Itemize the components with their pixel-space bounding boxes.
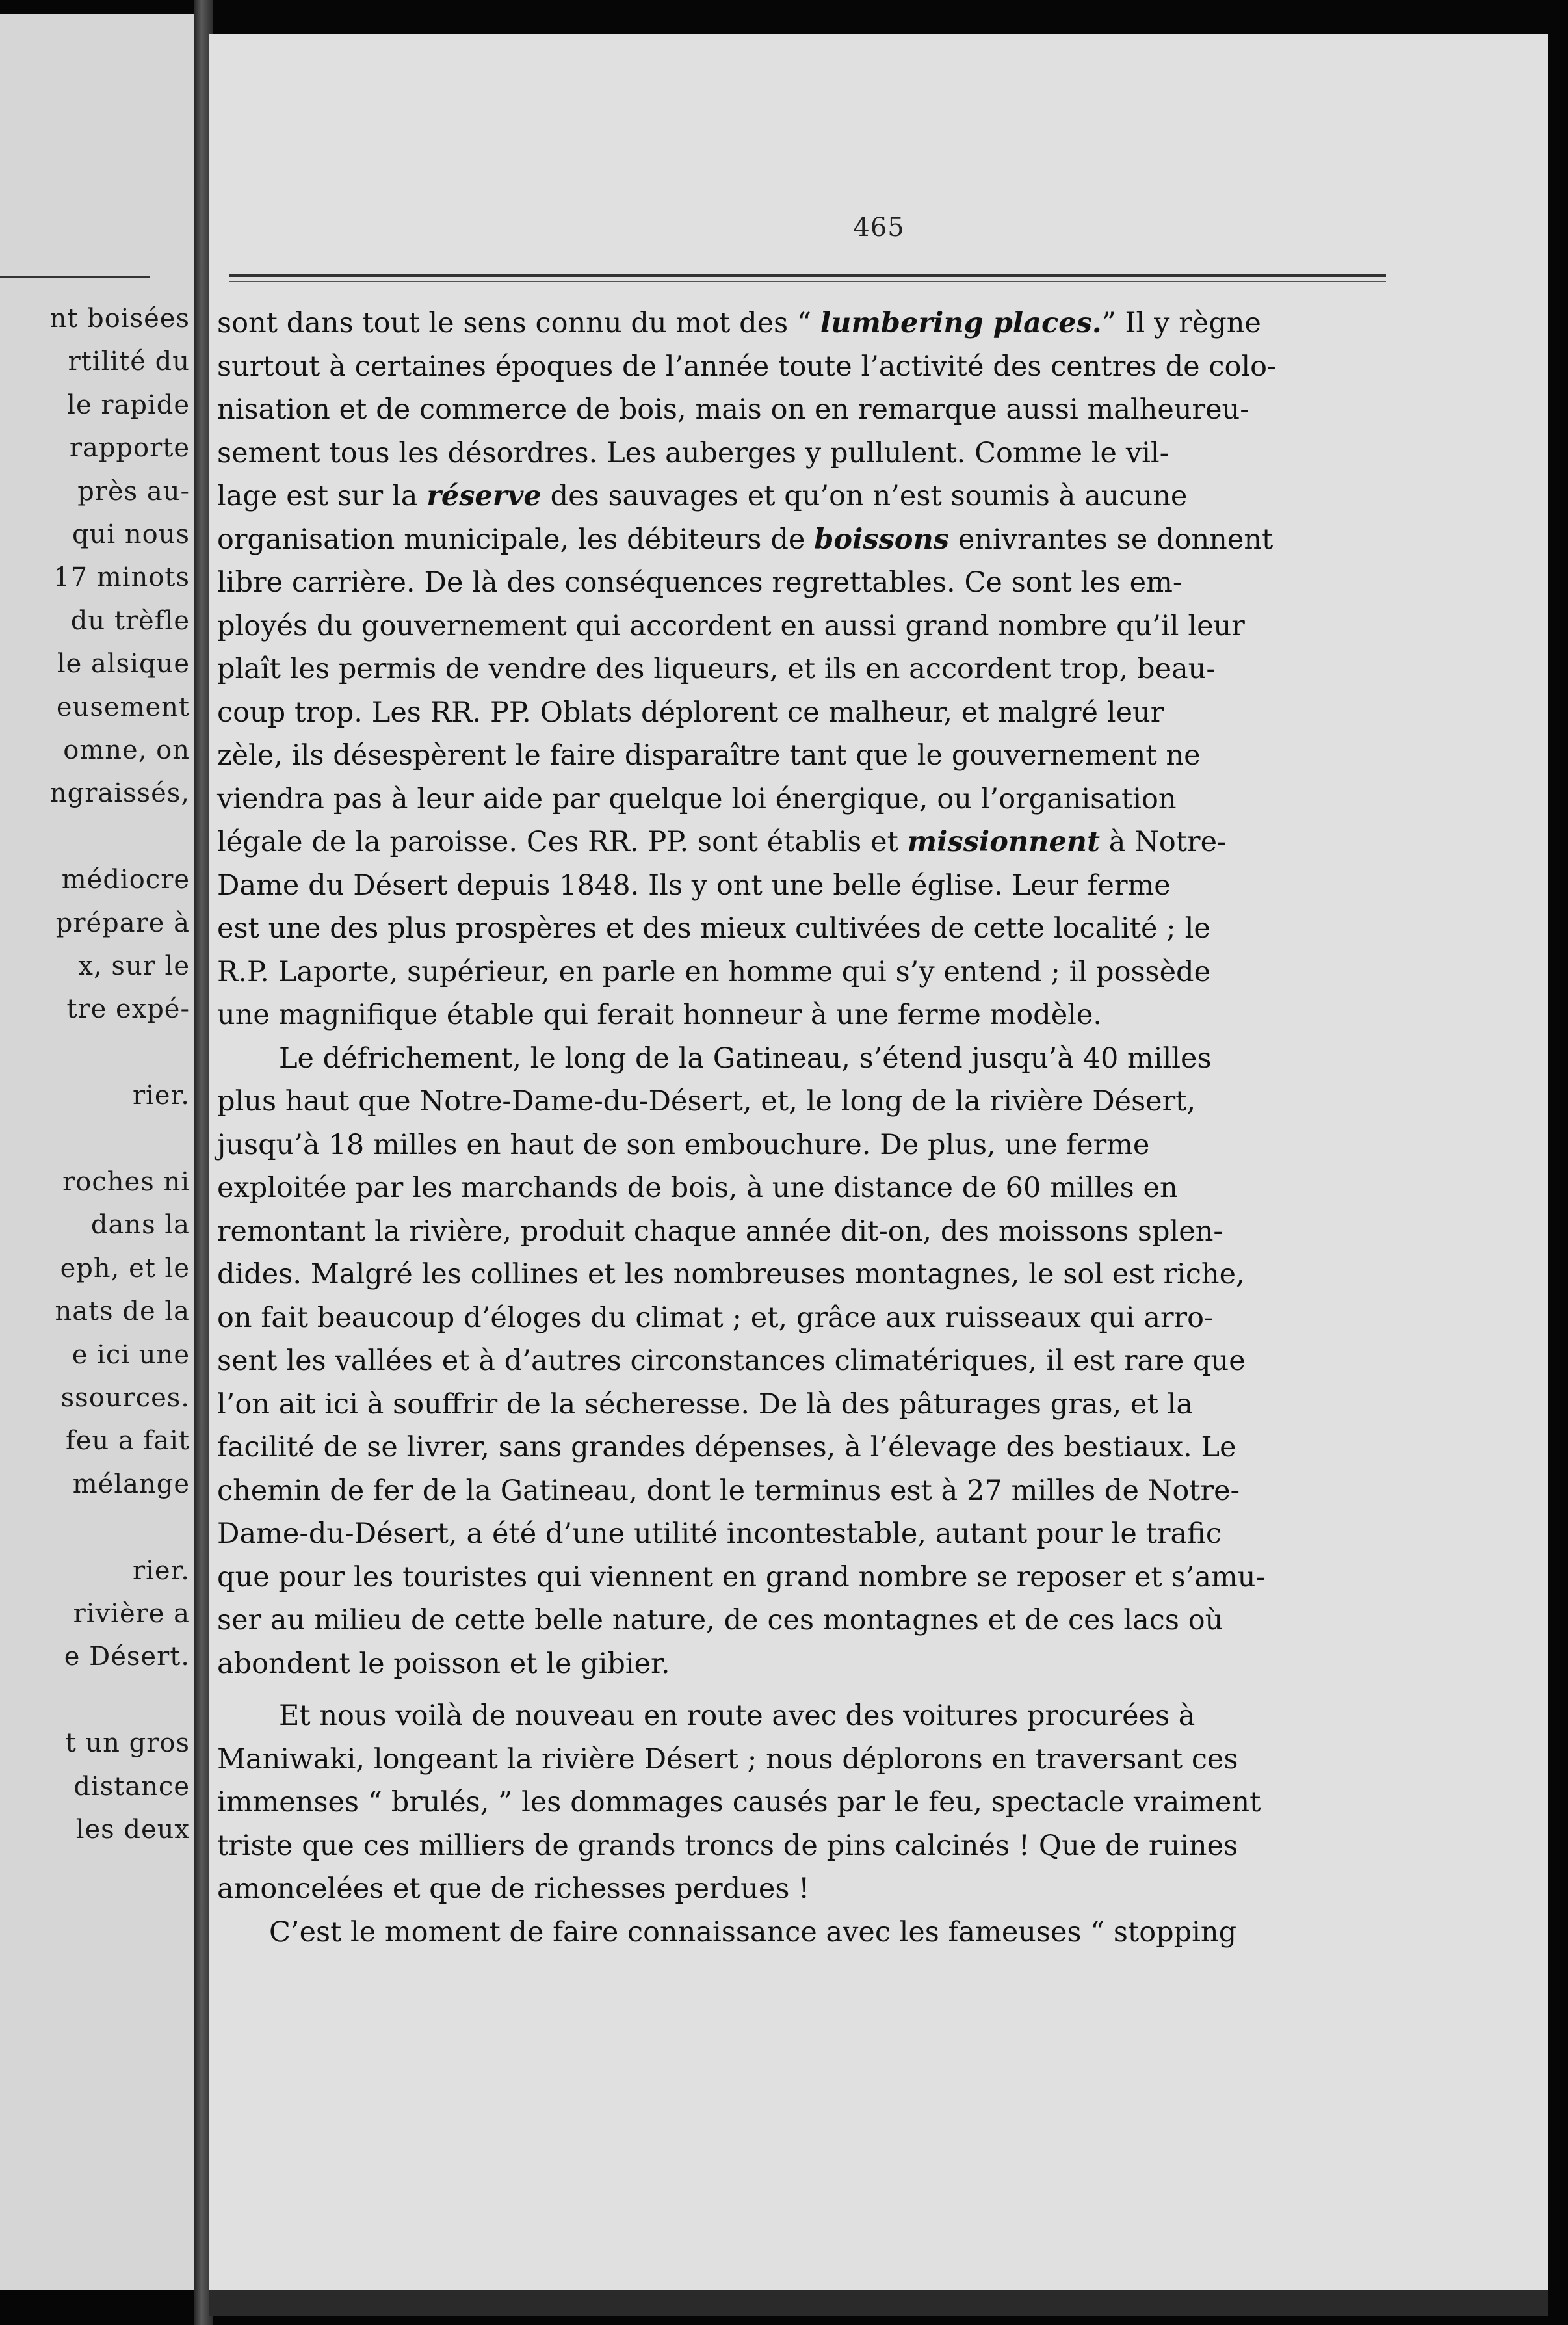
previous-page-line: 17 minots — [53, 562, 190, 593]
text-line — [217, 520, 1386, 559]
text-line: Le défrichement, le long de la Gatineau, s’étend jusqu’à 40 milles — [279, 1042, 1212, 1075]
text-span: viendra pas à leur aide par quelque loi énergique, ou l’organisation — [217, 782, 1177, 815]
previous-page-line: mélange — [72, 1469, 190, 1499]
text-line: amoncelées et que de richesses perdues ! — [217, 1872, 810, 1905]
previous-page-line: x, sur le — [78, 951, 190, 981]
text-line: Et nous voilà de nouveau en route avec des voitures procurées à — [279, 1700, 1196, 1732]
text-span: organisation municipale, les débiteurs de — [217, 523, 815, 556]
text-line: triste que ces milliers de grands troncs de pins calcinés ! Que de ruines — [217, 1829, 1238, 1862]
previous-page-line: rapporte — [69, 433, 190, 464]
text-line — [217, 563, 1386, 602]
text-span: à Notre- — [1099, 826, 1227, 858]
text-span: zèle, ils désespèrent le faire disparaître tant que le gouvernement ne — [217, 739, 1201, 772]
previous-page — [0, 14, 194, 2290]
text-line: ser au milieu de cette belle nature, de ces montagnes et de ces lacs où — [217, 1604, 1223, 1636]
text-span: nisation et de commerce de bois, mais on en remarque aussi malheureu- — [217, 393, 1249, 426]
text-line: jusqu’à 18 milles en haut de son embouchure. De plus, une ferme — [217, 1128, 1150, 1161]
previous-page-line: nt boisées — [49, 304, 190, 334]
text-line: chemin de fer de la Gatineau, dont le terminus est à 27 milles de Notre- — [217, 1474, 1240, 1507]
text-line: facilité de se livrer, sans grandes dépenses, à l’élevage des bestiaux. Le — [217, 1431, 1236, 1464]
page-bottom-edge — [209, 2290, 1548, 2316]
text-span: sement tous les désordres. Les auberges y pullulent. Comme le vil- — [217, 436, 1169, 469]
text-span: coup trop. Les RR. PP. Oblats déplorent ce malheur, et malgré leur — [217, 696, 1164, 729]
text-span: libre carrière. De là des conséquences regrettables. Ce sont les em- — [217, 566, 1183, 599]
previous-page-line: rivière a — [73, 1599, 190, 1629]
text-line — [217, 390, 1386, 429]
text-line — [217, 693, 1386, 732]
text-line: Dame-du-Désert, a été d’une utilité incontestable, autant pour le trafic — [217, 1517, 1222, 1550]
text-span: lage est sur la — [217, 480, 427, 512]
text-span: sont dans tout le sens connu du mot des “ — [217, 307, 820, 339]
text-line: l’on ait ici à souffrir de la sécheresse. De là des pâturages gras, et la — [217, 1387, 1193, 1421]
previous-page-line: t un gros — [65, 1728, 190, 1759]
previous-page-line: roches ni — [62, 1167, 190, 1197]
text-span: est une des plus prospères et des mieux cultivées de cette localité ; le — [217, 912, 1210, 945]
text-line: Maniwaki, longeant la rivière Désert ; nous déplorons en traversant ces — [217, 1742, 1238, 1776]
previous-page-line: prépare à — [55, 908, 190, 938]
previous-page-line: les deux — [75, 1815, 190, 1845]
previous-page-line: feu a fait — [65, 1426, 190, 1456]
previous-page-line: ngraissés, — [49, 778, 190, 809]
previous-page-line: eusement — [56, 692, 190, 722]
text-line: C’est le moment de faire connaissance avec les fameuses “ stopping — [269, 1915, 1237, 1949]
text-line: exploitée par les marchands de bois, à une distance de 60 milles en — [217, 1172, 1178, 1204]
text-line: remontant la rivière, produit chaque année dit-on, des moissons splen- — [217, 1215, 1223, 1248]
text-span: une magnifique étable qui ferait honneur à une ferme modèle. — [217, 999, 1103, 1031]
italic-term: missionnent — [907, 826, 1100, 858]
previous-page-line: près au- — [77, 476, 190, 506]
text-line — [217, 909, 1386, 948]
text-line: on fait beaucoup d’éloges du climat ; et, grâce aux ruisseaux qui arro- — [217, 1301, 1214, 1334]
previous-page-line: rier. — [132, 1081, 190, 1111]
previous-page-line: omne, on — [63, 735, 190, 765]
text-line — [217, 952, 1386, 992]
previous-page-line: le rapide — [67, 389, 190, 420]
text-span: ” Il y règne — [1101, 307, 1261, 339]
page-number: 465 — [853, 213, 905, 243]
previous-page-rule — [0, 276, 150, 278]
text-span: ployés du gouvernement qui accordent en aussi grand nombre qu’il leur — [217, 609, 1245, 642]
header-rule — [229, 274, 1386, 282]
previous-page-line: nats de la — [55, 1296, 190, 1327]
text-line: abondent le poisson et le gibier. — [217, 1647, 670, 1680]
text-line — [217, 866, 1386, 905]
previous-page-line: e ici une — [72, 1339, 190, 1370]
italic-term: réserve — [426, 480, 542, 512]
previous-page-line: rier. — [132, 1555, 190, 1586]
text-line — [217, 995, 1386, 1034]
text-line — [217, 736, 1386, 775]
text-span: plaît les permis de vendre des liqueurs, et ils en accordent trop, beau- — [217, 653, 1216, 685]
previous-page-line: eph, et le — [60, 1253, 190, 1283]
text-line — [217, 434, 1386, 473]
text-span: surtout à certaines époques de l’année toute l’activité des centres de colo- — [217, 350, 1277, 383]
text-span: des sauvages et qu’on n’est soumis à aucune — [541, 480, 1188, 512]
previous-page-line: médiocre — [61, 865, 190, 895]
previous-page-line: dans la — [90, 1210, 190, 1241]
previous-page-line: rtilité du — [68, 347, 190, 377]
text-line: immenses “ brulés, ” les dommages causés par le feu, spectacle vraiment — [217, 1786, 1261, 1819]
italic-term: lumbering places. — [820, 307, 1102, 339]
text-span: R.P. Laporte, supérieur, en parle en homme qui s’y entend ; il possède — [217, 955, 1211, 988]
text-line — [217, 650, 1386, 689]
previous-page-line: tre expé- — [66, 994, 190, 1025]
previous-page-line: distance — [73, 1771, 190, 1802]
text-line — [217, 607, 1386, 646]
text-line — [217, 347, 1386, 386]
previous-page-line: du trèfle — [70, 605, 190, 636]
text-span: Dame du Désert depuis 1848. Ils y ont une belle église. Leur ferme — [217, 869, 1171, 902]
text-line — [217, 304, 1386, 343]
text-line — [217, 477, 1386, 516]
text-span: légale de la paroisse. Ces RR. PP. sont établis et — [217, 826, 908, 858]
text-line — [217, 822, 1386, 861]
italic-term: boissons — [814, 523, 949, 556]
text-span: enivrantes se donnent — [948, 523, 1274, 556]
text-line — [217, 780, 1386, 819]
previous-page-line: e Désert. — [64, 1642, 190, 1672]
page — [209, 34, 1548, 2290]
text-line: plus haut que Notre-Dame-du-Désert, et, le long de la rivière Désert, — [217, 1085, 1196, 1118]
text-line: dides. Malgré les collines et les nombreuses montagnes, le sol est riche, — [217, 1258, 1245, 1291]
text-line: que pour les touristes qui viennent en grand nombre se reposer et s’amu- — [217, 1560, 1265, 1594]
previous-page-line: ssources. — [60, 1383, 190, 1413]
previous-page-line: qui nous — [72, 519, 190, 549]
previous-page-line: le alsique — [57, 649, 190, 679]
text-line: sent les vallées et à d’autres circonstances climatériques, il est rare que — [217, 1345, 1246, 1377]
